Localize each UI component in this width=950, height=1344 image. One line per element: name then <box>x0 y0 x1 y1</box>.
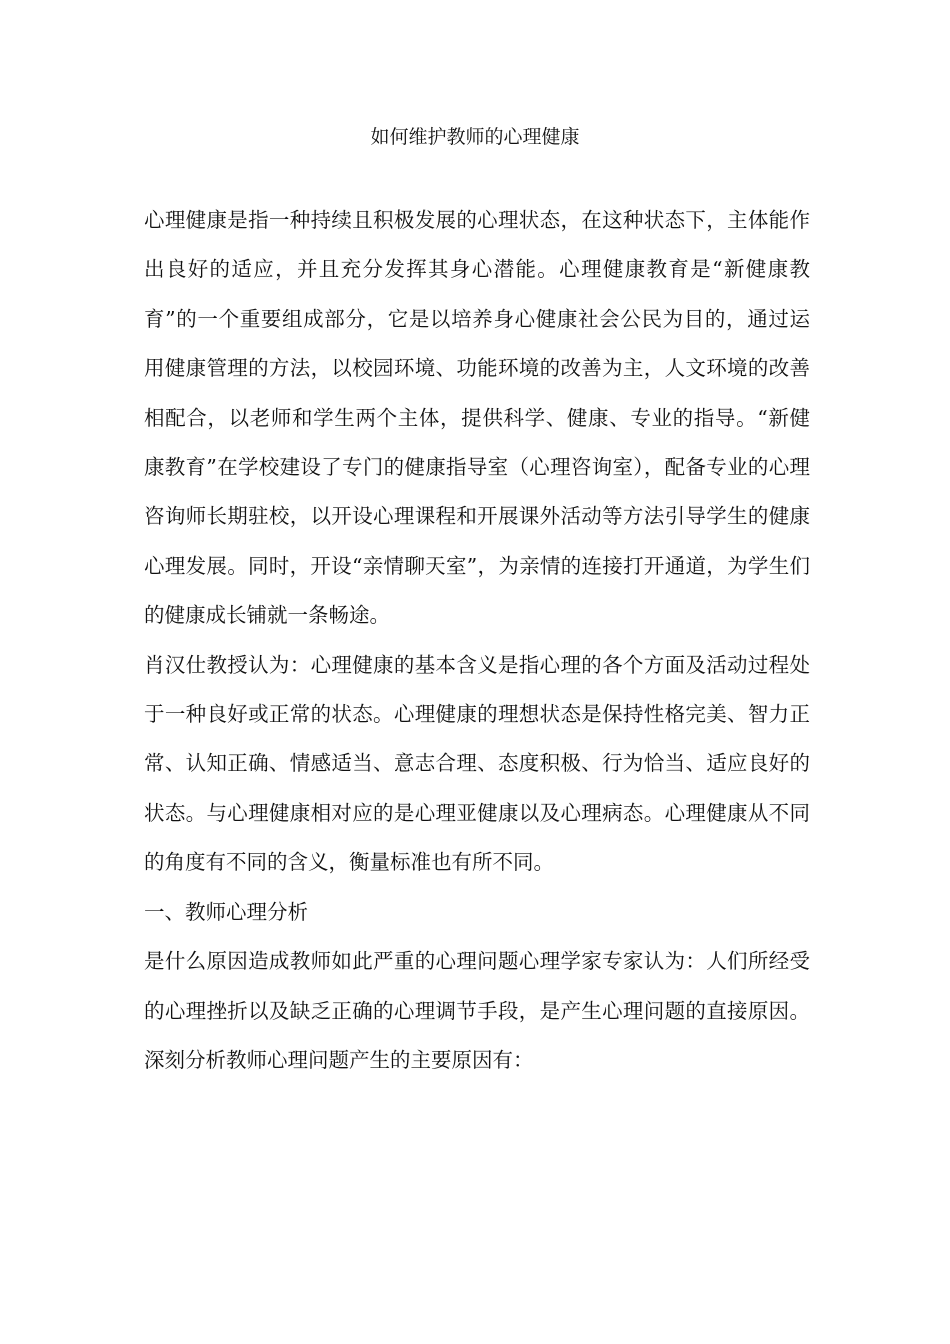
paragraph-definition: 心理健康是指一种持续且积极发展的心理状态，在这种状态下，主体能作出良好的适应，并且充分发挥其身心潜能。心理健康教育是“新健康教育”的一个重要组成部分，它是以培养身心健康社会公民为目的，通过运用健康管理的方法，以校园环境、功能环境的改善为主，人文环境的改善相配合，以老师和学生两个主体，提供科学、健康、专业的指导。“新健康教育”在学校建设了专门的健康指导室（心理咨询室），配备专业的心理咨询师长期驻校，以开设心理课程和开展课外活动等方法引导学生的健康心理发展。同时，开设“亲情聊天室”，为亲情的连接打开通道，为学生们的健康成长铺就一条畅途。 <box>144 208 810 628</box>
section-heading-teacher-psychology: 一、教师心理分析 <box>144 899 308 924</box>
paragraph-xiao-hanshi: 肖汉仕教授认为：心理健康的基本含义是指心理的各个方面及活动过程处于一种良好或正常的状态。心理健康的理想状态是保持性格完美、智力正常、认知正确、情感适当、意志合理、态度积极、行为恰当、适应良好的状态。与心理健康相对应的是心理亚健康以及心理病态。心理健康从不同的角度有不同的含义，衡量标准也有所不同。 <box>144 652 810 875</box>
paragraph-causes: 是什么原因造成教师如此严重的心理问题心理学家专家认为：人们所经受的心理挫折以及缺乏正确的心理调节手段，是产生心理问题的直接原因。深刻分析教师心理问题产生的主要原因有： <box>144 949 810 1072</box>
document-body <box>144 196 810 1085</box>
document-title: 如何维护教师的心理健康 <box>370 126 580 148</box>
